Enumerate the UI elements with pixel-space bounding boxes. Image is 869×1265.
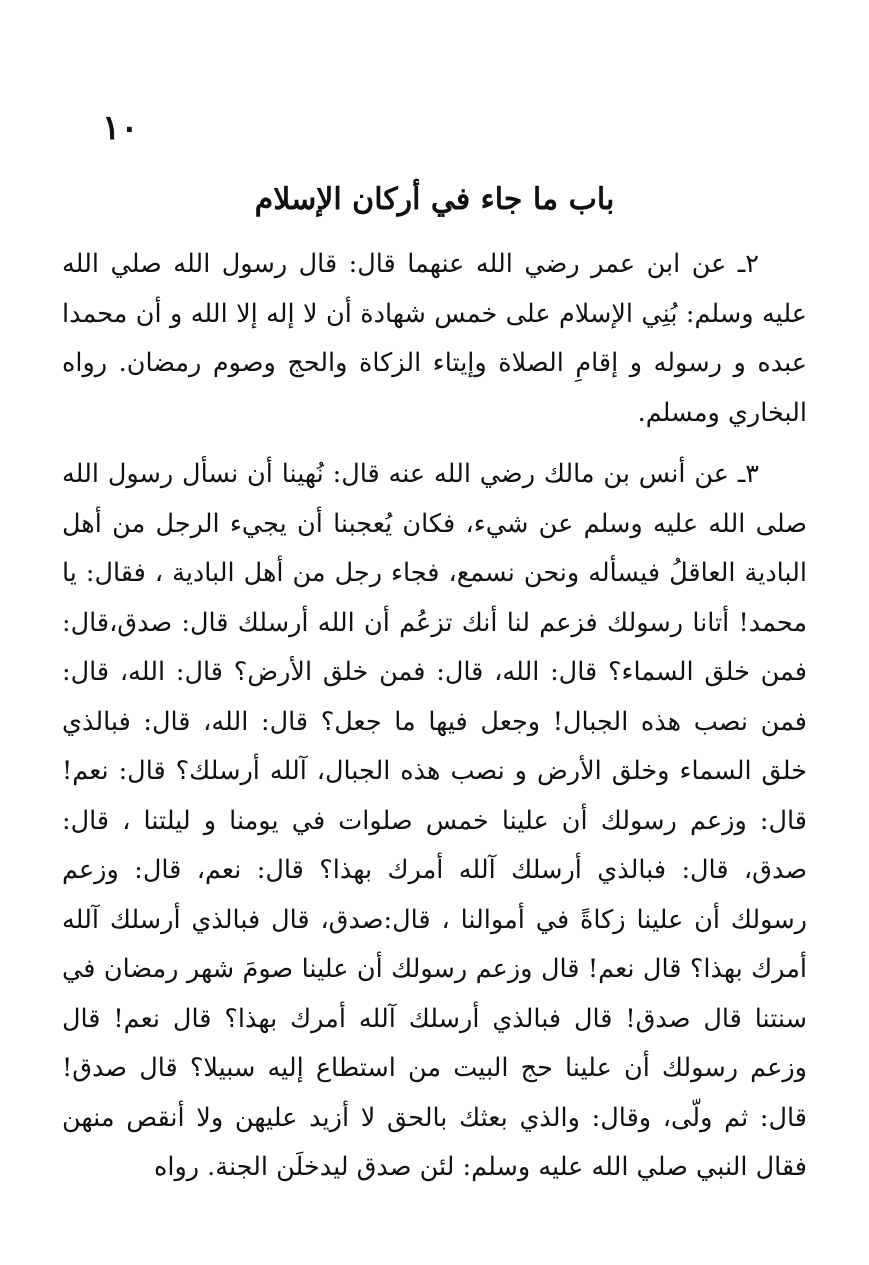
body-text: [62, 240, 807, 1193]
chapter-title: باب ما جاء في أركان الإسلام: [254, 182, 615, 217]
hadith-2-text: ٢ـ عن ابن عمر رضي الله عنهما قال: قال رسول الله صلي الله عليه وسلم: بُنِي الإسلام على خمس شهادة أن لا إله إلا الله و أن محمدا عبده و رسوله و إقامِ الصلاة وإيتاء الزكاة والحج وصوم رمضان. رواه البخاري ومسلم.: [62, 249, 807, 428]
hadith-3: [62, 450, 807, 1193]
hadith-2: [62, 240, 807, 438]
page-number: ١٠: [102, 108, 139, 148]
hadith-3-text: ٣ـ عن أنس بن مالك رضي الله عنه قال: نُهينا أن نسأل رسول الله صلى الله عليه وسلم عن شيء، فكان يُعجبنا أن يجيء الرجل من أهل البادية العاقلُ فيسأله ونحن نسمع، فجاء رجل من أهل البادية ، فقال: يا محمد! أتانا رسولك فزعم لنا أنك تزعُم أن الله أرسلك قال: صدق،قال: فمن خلق السماء؟ قال: الله، قال: فمن خلق الأرض؟ قال: الله، قال: فمن نصب هذه الجبال! وجعل فيها ما جعل؟ قال: الله، قال: فبالذي خلق السماء وخلق الأرض و نصب هذه الجبال، آلله أرسلك؟ قال: نعم! قال: وزعم رسولك أن علينا خمس صلوات في يومنا و ليلتنا ، قال: صدق، قال: فبالذي أرسلك آلله أمرك بهذا؟ قال: نعم، قال: وزعم رسولك أن علينا زكاةً في أموالنا ، قال:صدق، قال فبالذي أرسلك آلله أمرك بهذا؟ قال نعم! قال وزعم رسولك أن علينا صومَ شهر رمضان في سنتنا قال صدق! قال فبالذي أرسلك آلله أمرك بهذا؟ قال نعم! قال وزعم رسولك أن علينا حج البيت من استطاع إليه سبيلا؟ قال صدق! قال: ثم ولّى، وقال: والذي بعثك بالحق لا أزيد عليهن ولا أنقص منهن فقال النبي صلي الله عليه وسلم: لئن صدق ليدخلَن الجنة. رواه: [62, 459, 807, 1182]
